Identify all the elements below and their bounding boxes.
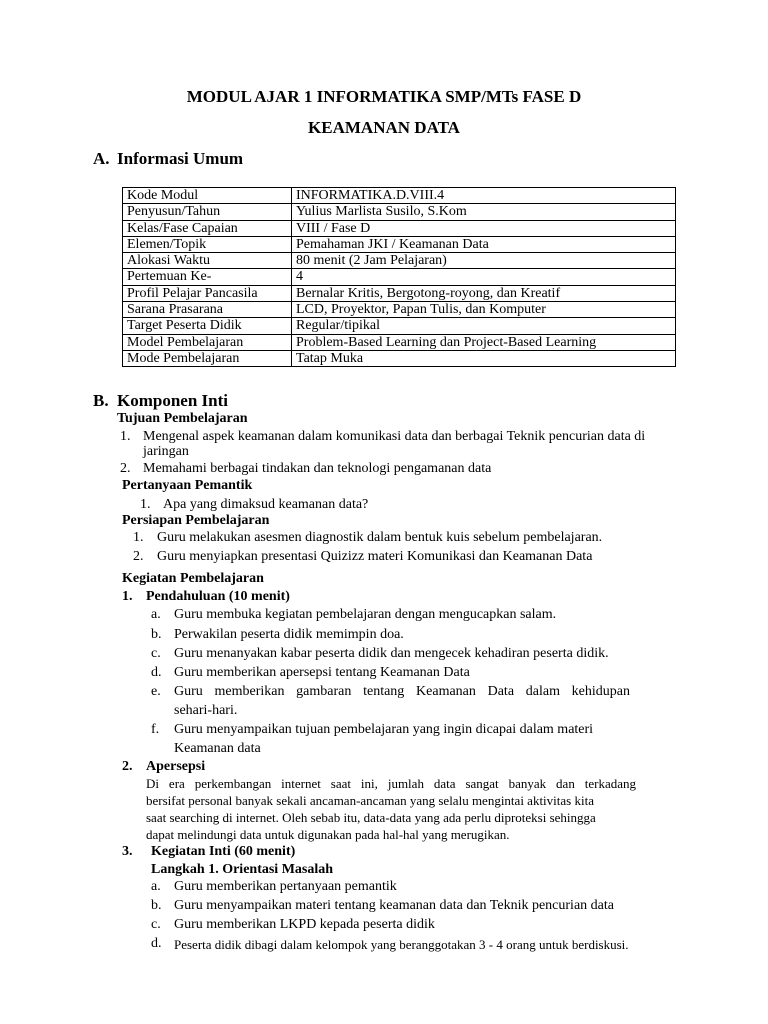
list-item: Guru memberikan LKPD kepada peserta didik [174,917,435,932]
apersepsi-paragraph-line: Di era perkembangan internet saat ini, jumlah data sangat banyak dan terkadang [146,776,636,791]
list-item: Guru memberikan apersepsi tentang Keamanan Data [174,665,470,680]
info-value: Yulius Marlista Susilo, S.Kom [292,204,676,220]
list-letter: a. [151,879,161,894]
langkah-heading: Langkah 1. Orientasi Masalah [151,862,334,877]
list-number: 2. [122,759,133,774]
list-item: Guru melakukan asesmen diagnostik dalam bentuk kuis sebelum pembelajaran. [157,530,603,545]
list-item: Peserta didik dibagi dalam kelompok yang beranggotakan 3 - 4 orang untuk berdiskusi. [174,937,629,952]
pendahuluan-heading: Pendahuluan (10 menit) [146,589,290,604]
info-key: Kelas/Fase Capaian [123,220,292,236]
table-row [123,302,676,318]
table-row [123,188,676,204]
list-number: 1. [140,497,151,512]
table-row [123,334,676,350]
list-number: 2. [133,549,144,564]
table-row [123,204,676,220]
apersepsi-heading: Apersepsi [146,759,206,774]
document-title: MODUL AJAR 1 INFORMATIKA SMP/MTs FASE D [186,87,582,106]
info-value: Bernalar Kritis, Bergotong-royong, dan Kreatif [292,285,676,301]
list-item: Guru menyampaikan materi tentang keamanan data dan Teknik pencurian data [174,898,614,913]
list-number: 1. [133,530,144,545]
tujuan-heading: Tujuan Pembelajaran [117,411,248,426]
inti-heading: Kegiatan Inti (60 menit) [151,844,296,859]
apersepsi-paragraph-line: saat searching di internet. Oleh sebab itu, data-data yang ada perlu diproteksi sehingga [146,810,596,825]
list-letter: a. [151,607,161,622]
info-value: INFORMATIKA.D.VIII.4 [292,188,676,204]
info-key: Sarana Prasarana [123,302,292,318]
list-number: 3. [122,844,133,859]
table-row [123,220,676,236]
info-value: VIII / Fase D [292,220,676,236]
section-a-heading: Informasi Umum [117,149,244,168]
list-item: Perwakilan peserta didik memimpin doa. [174,627,404,642]
list-item: Apa yang dimaksud keamanan data? [163,497,369,512]
info-key: Model Pembelajaran [123,334,292,350]
table-row [123,318,676,334]
pemantik-heading: Pertanyaan Pemantik [122,478,253,493]
list-item: Memahami berbagai tindakan dan teknologi pengamanan data [143,461,492,476]
info-value: Tatap Muka [292,350,676,366]
info-key: Pertemuan Ke- [123,269,292,285]
info-value: 80 menit (2 Jam Pelajaran) [292,253,676,269]
list-item: Guru memberikan pertanyaan pemantik [174,879,397,894]
kegiatan-heading: Kegiatan Pembelajaran [122,571,264,586]
table-row [123,350,676,366]
list-item: Mengenal aspek keamanan dalam komunikasi data dan berbagai Teknik pencurian data di [143,429,646,444]
list-item: Guru menanyakan kabar peserta didik dan mengecek kehadiran peserta didik. [174,646,609,661]
apersepsi-paragraph-line: bersifat personal banyak sekali ancaman-ancaman yang selalu mengintai aktivitas kita [146,793,594,808]
info-value: Problem-Based Learning dan Project-Based Learning [292,334,676,350]
section-b-heading: Komponen Inti [117,391,228,410]
document-subtitle: KEAMANAN DATA [308,118,460,137]
info-key: Alokasi Waktu [123,253,292,269]
table-row [123,269,676,285]
table-row [123,236,676,252]
list-item-continuation: jaringan [143,444,189,459]
list-letter: b. [151,627,162,642]
persiapan-heading: Persiapan Pembelajaran [122,513,270,528]
info-key: Target Peserta Didik [123,318,292,334]
section-a-letter: A. [93,149,110,168]
info-key: Penyusun/Tahun [123,204,292,220]
list-letter: c. [151,917,161,932]
list-item-continuation: sehari-hari. [174,703,238,718]
list-item: Guru menyampaikan tujuan pembelajaran yang ingin dicapai dalam materi [174,722,594,737]
table-row [123,285,676,301]
apersepsi-paragraph-line: dapat melindungi data untuk digunakan pada hal-hal yang merugikan. [146,827,510,842]
list-number: 1. [122,589,133,604]
info-key: Mode Pembelajaran [123,350,292,366]
list-item: Guru membuka kegiatan pembelajaran dengan mengucapkan salam. [174,607,557,622]
info-key: Profil Pelajar Pancasila [123,285,292,301]
list-letter: c. [151,646,161,661]
list-letter: d. [151,665,162,680]
info-table [122,187,676,367]
list-number: 2. [120,461,131,476]
list-letter: e. [151,684,161,699]
table-row [123,253,676,269]
section-b-letter: B. [93,391,109,410]
list-letter: f. [151,722,160,737]
info-value: 4 [292,269,676,285]
list-item-continuation: Keamanan data [174,741,261,756]
list-letter: d. [151,936,162,951]
info-value: Pemahaman JKI / Keamanan Data [292,236,676,252]
list-letter: b. [151,898,162,913]
info-value: Regular/tipikal [292,318,676,334]
list-number: 1. [120,429,131,444]
info-key: Kode Modul [123,188,292,204]
list-item: Guru memberikan gambaran tentang Keamanan Data dalam kehidupan [174,684,630,699]
list-item: Guru menyiapkan presentasi Quizizz materi Komunikasi dan Keamanan Data [157,549,593,564]
info-value: LCD, Proyektor, Papan Tulis, dan Komputer [292,302,676,318]
info-key: Elemen/Topik [123,236,292,252]
